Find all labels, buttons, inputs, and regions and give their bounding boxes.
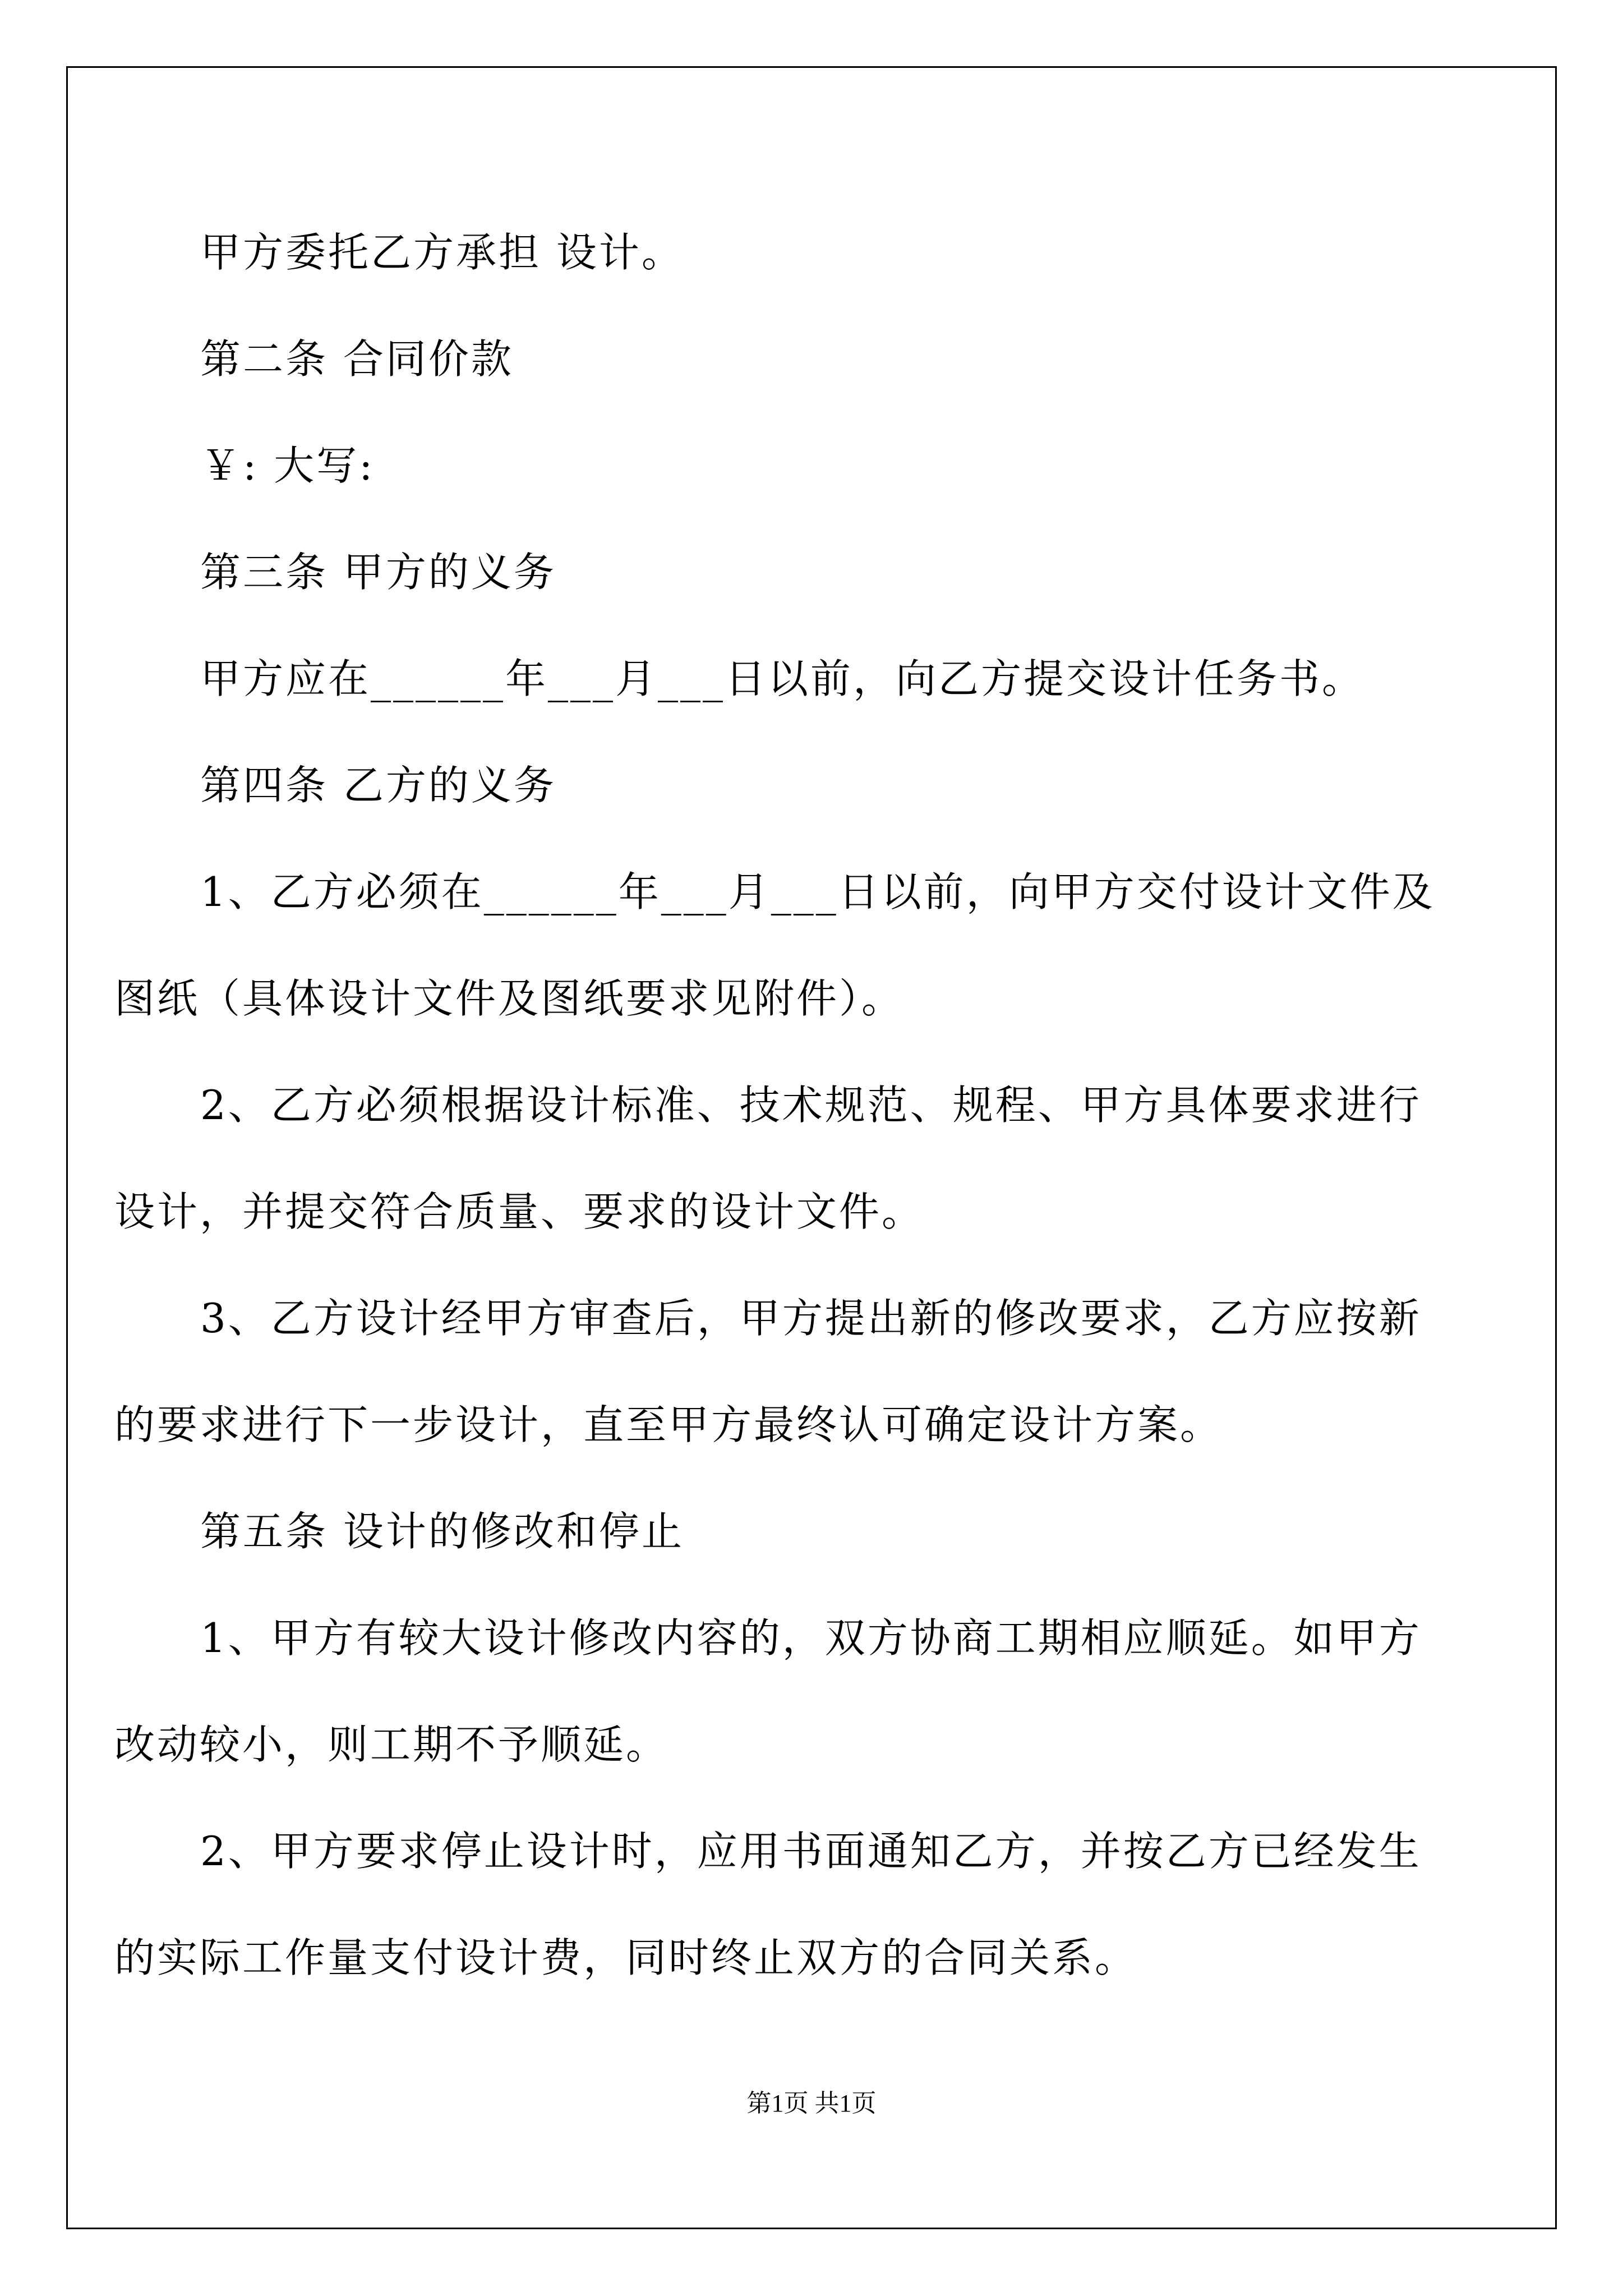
section-heading: 第三条 甲方的义务 [200, 549, 556, 596]
paragraph-line: 的实际工作量支付设计费，同时终止双方的合同关系。 [114, 1934, 1138, 1981]
paragraph-line: 3、乙方设计经甲方审查后，甲方提出新的修改要求，乙方应按新 [200, 1295, 1422, 1342]
paragraph-line: ￥: 大写: [200, 442, 375, 489]
section-heading: 第二条 合同价款 [200, 335, 514, 383]
paragraph-line: 的要求进行下一步设计，直至甲方最终认可确定设计方案。 [114, 1401, 1223, 1448]
paragraph-line: 甲方委托乙方承担 设计。 [200, 229, 684, 276]
paragraph-line: 1、乙方必须在______年___月___日以前，向甲方交付设计文件及 [200, 868, 1435, 915]
paragraph-line: 2、乙方必须根据设计标准、技术规范、规程、甲方具体要求进行 [200, 1082, 1422, 1129]
paragraph-line: 甲方应在______年___月___日以前，向乙方提交设计任务书。 [200, 655, 1365, 702]
page-number-footer: 第1页 共1页 [746, 2090, 877, 2117]
paragraph-line: 1、甲方有较大设计修改内容的，双方协商工期相应顺延。如甲方 [200, 1614, 1422, 1662]
paragraph-line: 设计，并提交符合质量、要求的设计文件。 [114, 1188, 925, 1235]
page-border [66, 66, 1557, 2229]
paragraph-line: 2、甲方要求停止设计时，应用书面通知乙方，并按乙方已经发生 [200, 1828, 1422, 1875]
paragraph-line: 图纸（具体设计文件及图纸要求见附件）。 [114, 975, 905, 1022]
section-heading: 第五条 设计的修改和停止 [200, 1508, 684, 1555]
section-heading: 第四条 乙方的义务 [200, 762, 556, 809]
paragraph-line: 改动较小，则工期不予顺延。 [114, 1721, 669, 1768]
